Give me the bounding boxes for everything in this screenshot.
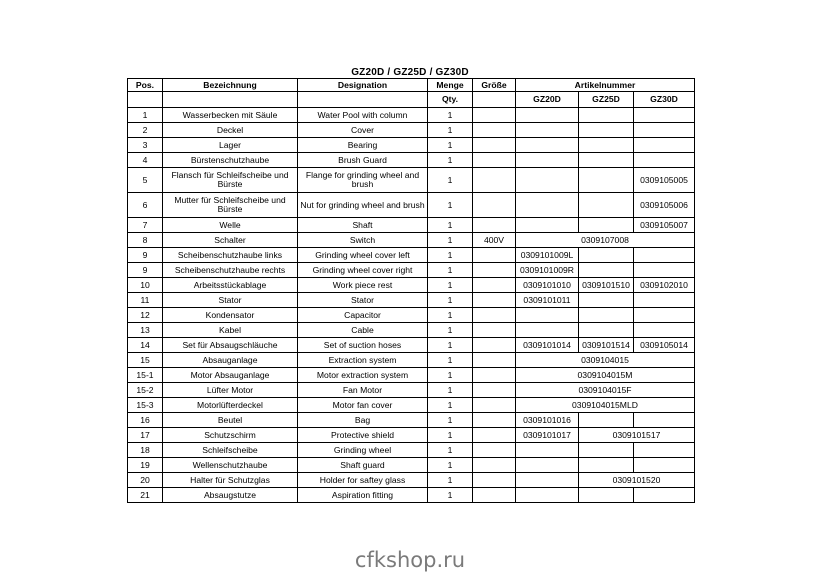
cell-artikel-gz30d <box>634 248 695 263</box>
cell-artikel-gz25d <box>579 263 634 278</box>
table-row <box>128 263 695 278</box>
cell-qty: 1 <box>428 108 473 123</box>
cell-pos: 9 <box>128 263 163 278</box>
cell-groesse <box>473 138 516 153</box>
header-gz20d: GZ20D <box>516 92 579 108</box>
cell-qty: 1 <box>428 488 473 503</box>
cell-pos: 15-1 <box>128 368 163 383</box>
cell-pos: 18 <box>128 443 163 458</box>
table-row <box>128 218 695 233</box>
cell-bezeichnung: Absauganlage <box>163 353 298 368</box>
cell-designation: Cover <box>298 123 428 138</box>
cell-artikel-gz20d <box>516 308 579 323</box>
cell-designation: Work piece rest <box>298 278 428 293</box>
cell-qty: 1 <box>428 263 473 278</box>
cell-groesse <box>473 263 516 278</box>
cell-bezeichnung: Mutter für Schleifscheibe und Bürste <box>163 193 298 218</box>
cell-groesse <box>473 458 516 473</box>
cell-designation: Shaft <box>298 218 428 233</box>
cell-bezeichnung: Kondensator <box>163 308 298 323</box>
parts-table <box>127 78 695 503</box>
cell-designation: Flange for grinding wheel and brush <box>298 168 428 193</box>
cell-artikel-gz20d <box>516 323 579 338</box>
cell-groesse <box>473 248 516 263</box>
cell-bezeichnung: Set für Absaugschläuche <box>163 338 298 353</box>
cell-pos: 17 <box>128 428 163 443</box>
table-row <box>128 398 695 413</box>
table-row <box>128 323 695 338</box>
cell-groesse <box>473 383 516 398</box>
cell-artikel-gz20d <box>516 473 579 488</box>
cell-groesse <box>473 153 516 168</box>
cell-artikelnummer-all: 0309107008 <box>516 233 695 248</box>
cell-qty: 1 <box>428 398 473 413</box>
cell-artikel-gz30d: 0309102010 <box>634 278 695 293</box>
cell-artikel-gz30d: 0309105005 <box>634 168 695 193</box>
cell-artikel-gz20d <box>516 443 579 458</box>
cell-groesse <box>473 413 516 428</box>
cell-qty: 1 <box>428 383 473 398</box>
table-row <box>128 353 695 368</box>
cell-designation: Switch <box>298 233 428 248</box>
cell-qty: 1 <box>428 353 473 368</box>
table-row <box>128 413 695 428</box>
cell-qty: 1 <box>428 323 473 338</box>
cell-pos: 15-2 <box>128 383 163 398</box>
cell-artikel-gz25d <box>579 308 634 323</box>
cell-groesse <box>473 488 516 503</box>
cell-groesse <box>473 473 516 488</box>
cell-groesse <box>473 338 516 353</box>
cell-groesse <box>473 308 516 323</box>
table-row <box>128 153 695 168</box>
cell-pos: 6 <box>128 193 163 218</box>
header-empty-cell <box>473 92 516 108</box>
cell-pos: 19 <box>128 458 163 473</box>
cell-artikel-gz25d <box>579 323 634 338</box>
cell-groesse <box>473 293 516 308</box>
cell-artikel-gz25d <box>579 458 634 473</box>
cell-bezeichnung: Flansch für Schleifscheibe und Bürste <box>163 168 298 193</box>
cell-artikel-gz30d <box>634 108 695 123</box>
cell-bezeichnung: Schleifscheibe <box>163 443 298 458</box>
cell-groesse <box>473 323 516 338</box>
cell-qty: 1 <box>428 413 473 428</box>
cell-artikel-gz25d: 0309101510 <box>579 278 634 293</box>
table-row <box>128 193 695 218</box>
cell-pos: 16 <box>128 413 163 428</box>
cell-designation: Cable <box>298 323 428 338</box>
table-row <box>128 278 695 293</box>
cell-designation: Holder for saftey glass <box>298 473 428 488</box>
table-row <box>128 383 695 398</box>
cell-bezeichnung: Schalter <box>163 233 298 248</box>
cell-bezeichnung: Arbeitsstückablage <box>163 278 298 293</box>
table-row <box>128 123 695 138</box>
cell-qty: 1 <box>428 443 473 458</box>
cell-designation: Capacitor <box>298 308 428 323</box>
table-row <box>128 233 695 248</box>
cell-designation: Motor extraction system <box>298 368 428 383</box>
cell-pos: 12 <box>128 308 163 323</box>
cell-qty: 1 <box>428 123 473 138</box>
cell-designation: Motor fan cover <box>298 398 428 413</box>
cell-designation: Water Pool with column <box>298 108 428 123</box>
cell-artikel-gz25d <box>579 153 634 168</box>
cell-artikel-gz20d: 0309101017 <box>516 428 579 443</box>
cell-designation: Stator <box>298 293 428 308</box>
cell-groesse <box>473 443 516 458</box>
cell-designation: Grinding wheel cover right <box>298 263 428 278</box>
cell-artikel-gz25d <box>579 248 634 263</box>
cell-pos: 14 <box>128 338 163 353</box>
cell-qty: 1 <box>428 368 473 383</box>
table-title: GZ20D / GZ25D / GZ30D <box>351 67 469 78</box>
header-designation: Designation <box>298 79 428 92</box>
cell-bezeichnung: Scheibenschutzhaube rechts <box>163 263 298 278</box>
cell-bezeichnung: Lager <box>163 138 298 153</box>
cell-groesse <box>473 368 516 383</box>
cell-artikel-gz25d-gz30d: 0309101520 <box>579 473 695 488</box>
cell-pos: 9 <box>128 248 163 263</box>
cell-pos: 15-3 <box>128 398 163 413</box>
cell-pos: 13 <box>128 323 163 338</box>
cell-artikel-gz20d: 0309101009R <box>516 263 579 278</box>
cell-designation: Nut for grinding wheel and brush <box>298 193 428 218</box>
cell-artikelnummer-all: 0309104015M <box>516 368 695 383</box>
cell-qty: 1 <box>428 168 473 193</box>
cell-artikel-gz20d: 0309101016 <box>516 413 579 428</box>
header-artikelnummer: Artikelnummer <box>516 79 695 92</box>
cell-bezeichnung: Bürstenschutzhaube <box>163 153 298 168</box>
cell-artikel-gz20d <box>516 168 579 193</box>
cell-designation: Brush Guard <box>298 153 428 168</box>
cell-designation: Protective shield <box>298 428 428 443</box>
cell-artikel-gz30d <box>634 308 695 323</box>
cell-bezeichnung: Wellenschutzhaube <box>163 458 298 473</box>
cell-designation: Set of suction hoses <box>298 338 428 353</box>
table-row <box>128 473 695 488</box>
table-row <box>128 458 695 473</box>
cell-artikel-gz20d <box>516 218 579 233</box>
cell-groesse <box>473 108 516 123</box>
cell-artikel-gz20d <box>516 488 579 503</box>
cell-pos: 3 <box>128 138 163 153</box>
cell-bezeichnung: Motorlüfterdeckel <box>163 398 298 413</box>
cell-bezeichnung: Kabel <box>163 323 298 338</box>
cell-artikel-gz25d <box>579 488 634 503</box>
cell-bezeichnung: Scheibenschutzhaube links <box>163 248 298 263</box>
header-empty-cell <box>128 92 163 108</box>
cell-designation: Bearing <box>298 138 428 153</box>
cell-artikel-gz25d <box>579 138 634 153</box>
cell-artikel-gz30d <box>634 458 695 473</box>
cell-artikel-gz20d <box>516 458 579 473</box>
cell-artikel-gz30d <box>634 263 695 278</box>
cell-bezeichnung: Halter für Schutzglas <box>163 473 298 488</box>
cell-groesse <box>473 398 516 413</box>
cell-artikel-gz20d <box>516 193 579 218</box>
cell-artikel-gz25d <box>579 293 634 308</box>
table-row <box>128 108 695 123</box>
cell-pos: 11 <box>128 293 163 308</box>
cell-artikel-gz30d: 0309105006 <box>634 193 695 218</box>
cell-artikel-gz25d <box>579 123 634 138</box>
cell-qty: 1 <box>428 293 473 308</box>
cell-bezeichnung: Deckel <box>163 123 298 138</box>
cell-groesse <box>473 193 516 218</box>
cell-artikel-gz25d: 0309101514 <box>579 338 634 353</box>
cell-pos: 10 <box>128 278 163 293</box>
cell-artikel-gz30d: 0309105007 <box>634 218 695 233</box>
cell-qty: 1 <box>428 308 473 323</box>
cell-bezeichnung: Motor Absauganlage <box>163 368 298 383</box>
header-empty-cell <box>163 92 298 108</box>
cell-artikel-gz20d: 0309101010 <box>516 278 579 293</box>
table-row <box>128 308 695 323</box>
table-row <box>128 168 695 193</box>
cell-qty: 1 <box>428 233 473 248</box>
cell-groesse <box>473 278 516 293</box>
cell-groesse <box>473 218 516 233</box>
cell-artikel-gz25d <box>579 218 634 233</box>
table-row <box>128 338 695 353</box>
cell-artikel-gz30d <box>634 488 695 503</box>
cell-artikel-gz25d <box>579 443 634 458</box>
cell-artikel-gz30d <box>634 293 695 308</box>
cell-artikelnummer-all: 0309104015 <box>516 353 695 368</box>
cell-bezeichnung: Welle <box>163 218 298 233</box>
cell-designation: Shaft guard <box>298 458 428 473</box>
header-qty: Qty. <box>428 92 473 108</box>
cell-artikel-gz20d <box>516 153 579 168</box>
cell-pos: 8 <box>128 233 163 248</box>
table-row <box>128 293 695 308</box>
cell-qty: 1 <box>428 338 473 353</box>
cell-artikel-gz25d-gz30d: 0309101517 <box>579 428 695 443</box>
table-row <box>128 443 695 458</box>
cell-pos: 1 <box>128 108 163 123</box>
cell-artikel-gz25d <box>579 413 634 428</box>
header-gz30d: GZ30D <box>634 92 695 108</box>
cell-artikel-gz30d <box>634 138 695 153</box>
cell-bezeichnung: Absaugstutze <box>163 488 298 503</box>
cell-pos: 15 <box>128 353 163 368</box>
cell-qty: 1 <box>428 153 473 168</box>
cell-designation: Bag <box>298 413 428 428</box>
cell-qty: 1 <box>428 193 473 218</box>
cell-bezeichnung: Wasserbecken mit Säule <box>163 108 298 123</box>
cell-qty: 1 <box>428 248 473 263</box>
cell-pos: 5 <box>128 168 163 193</box>
cell-bezeichnung: Lüfter Motor <box>163 383 298 398</box>
cell-pos: 2 <box>128 123 163 138</box>
cell-bezeichnung: Beutel <box>163 413 298 428</box>
header-bezeichnung: Bezeichnung <box>163 79 298 92</box>
cell-designation: Grinding wheel cover left <box>298 248 428 263</box>
header-pos: Pos. <box>128 79 163 92</box>
cell-artikel-gz25d <box>579 168 634 193</box>
cell-qty: 1 <box>428 428 473 443</box>
cell-qty: 1 <box>428 138 473 153</box>
cell-pos: 7 <box>128 218 163 233</box>
cell-artikel-gz30d <box>634 123 695 138</box>
cell-artikel-gz20d <box>516 138 579 153</box>
header-groesse: Größe <box>473 79 516 92</box>
cell-groesse <box>473 428 516 443</box>
table-row <box>128 138 695 153</box>
table-row <box>128 428 695 443</box>
cell-artikelnummer-all: 0309104015F <box>516 383 695 398</box>
cell-designation: Fan Motor <box>298 383 428 398</box>
cell-artikel-gz25d <box>579 193 634 218</box>
cell-groesse <box>473 168 516 193</box>
cell-qty: 1 <box>428 473 473 488</box>
cell-artikel-gz30d: 0309105014 <box>634 338 695 353</box>
cell-artikel-gz20d <box>516 108 579 123</box>
cell-qty: 1 <box>428 278 473 293</box>
cell-pos: 4 <box>128 153 163 168</box>
watermark: cfkshop.ru <box>354 548 466 572</box>
cell-designation: Grinding wheel <box>298 443 428 458</box>
parts-table-body <box>128 108 695 503</box>
table-row <box>128 488 695 503</box>
cell-qty: 1 <box>428 218 473 233</box>
cell-bezeichnung: Stator <box>163 293 298 308</box>
cell-artikel-gz20d: 0309101011 <box>516 293 579 308</box>
header-empty-cell <box>298 92 428 108</box>
header-menge: Menge <box>428 79 473 92</box>
cell-artikel-gz20d <box>516 123 579 138</box>
cell-artikel-gz30d <box>634 323 695 338</box>
cell-qty: 1 <box>428 458 473 473</box>
header-gz25d: GZ25D <box>579 92 634 108</box>
cell-pos: 21 <box>128 488 163 503</box>
table-row <box>128 248 695 263</box>
cell-artikel-gz30d <box>634 413 695 428</box>
cell-artikel-gz25d <box>579 108 634 123</box>
table-row <box>128 368 695 383</box>
cell-pos: 20 <box>128 473 163 488</box>
cell-groesse <box>473 123 516 138</box>
cell-artikel-gz20d: 0309101009L <box>516 248 579 263</box>
cell-bezeichnung: Schutzschirm <box>163 428 298 443</box>
cell-artikel-gz20d: 0309101014 <box>516 338 579 353</box>
cell-artikel-gz30d <box>634 153 695 168</box>
cell-designation: Aspiration fitting <box>298 488 428 503</box>
cell-groesse <box>473 353 516 368</box>
cell-artikelnummer-all: 0309104015MLD <box>516 398 695 413</box>
cell-artikel-gz30d <box>634 443 695 458</box>
cell-designation: Extraction system <box>298 353 428 368</box>
cell-groesse: 400V <box>473 233 516 248</box>
